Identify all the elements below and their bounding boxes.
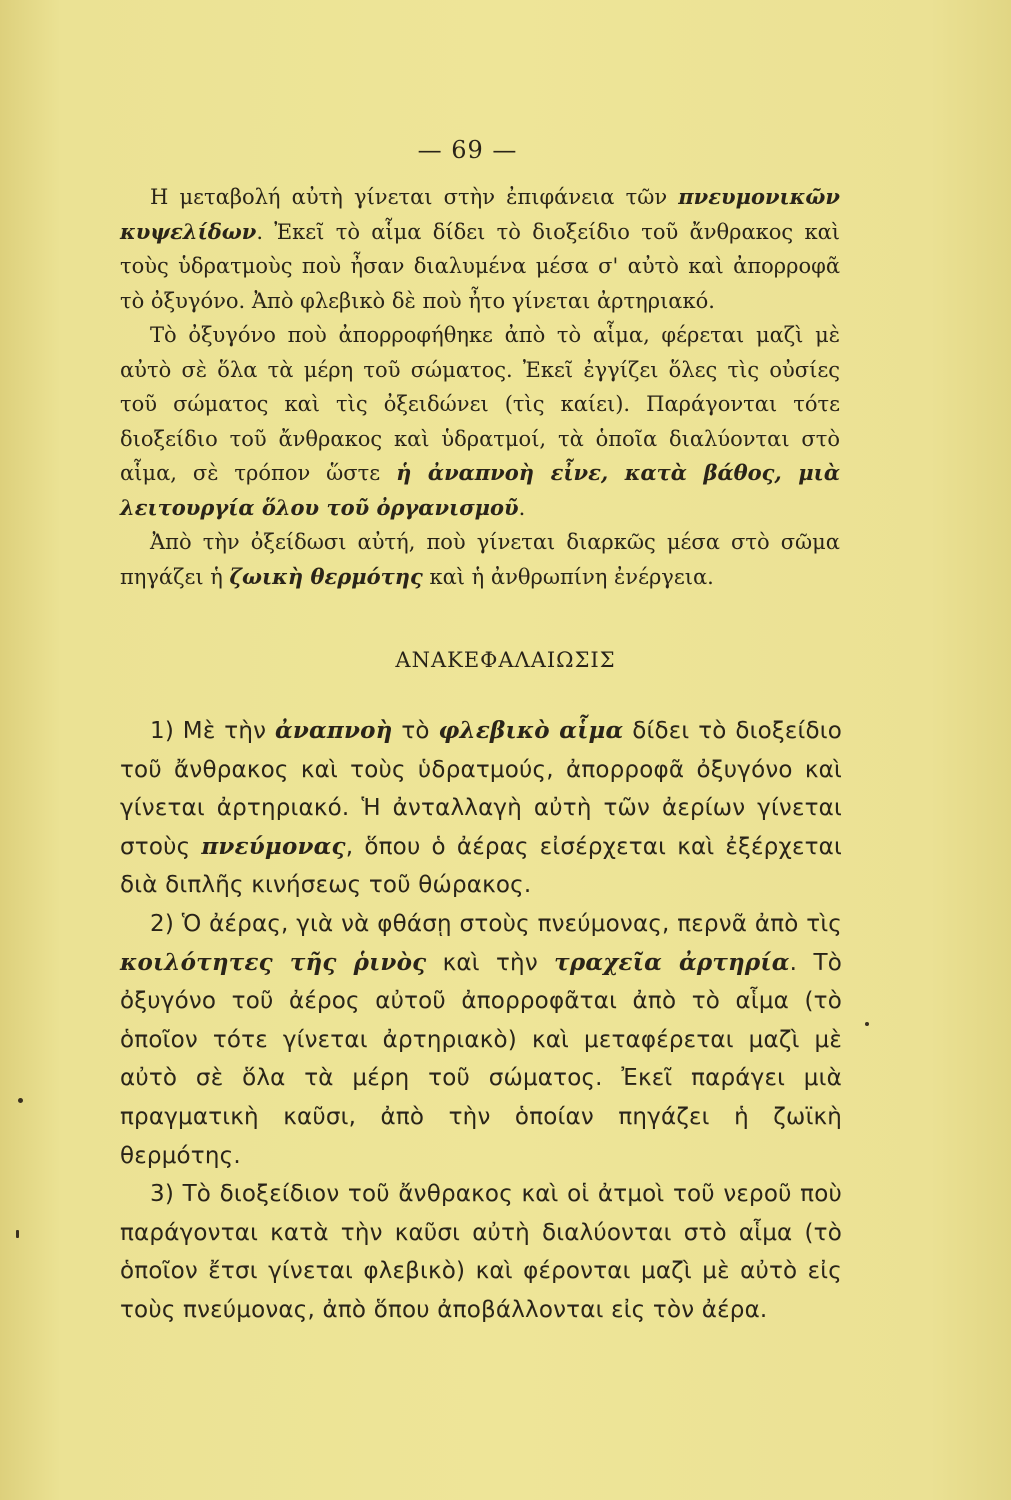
summary-text: τὸ xyxy=(392,718,439,744)
paragraph-oxygen-transport xyxy=(120,318,840,525)
paragraph-text: . xyxy=(518,495,526,520)
summary-text: . Τὸ ὀξυγόνο τοῦ ἀέρος αὐτοῦ ἀπορροφᾶται ἀπὸ τὸ αἷμα (τὸ ὁποῖον τότε γίνεται ἀρτηριακὸ) καὶ μεταφέρεται μαζὶ μὲ αὐτὸ σὲ ὅλα τὰ μέρη τοῦ σώματος. Ἐκεῖ παράγει μιὰ πραγματικὴ καῦσι, ἀπὸ τὴν ὁποίαν πηγάζει ἡ ζωϊκὴ θερμότης. xyxy=(120,949,842,1169)
paragraph-text: Η μεταβολή αὐτὴ γίνεται στὴν ἐπιφάνεια τῶν xyxy=(150,185,679,209)
paragraph-text: . Ἐκεῖ τὸ αἷμα δίδει τὸ διοξείδιο τοῦ ἄνθρακος καὶ τοὺς ὑδρατμοὺς ποὺ ἦσαν διαλυμένα μέσα σ' αὐτὸ καὶ ἀπορροφᾶ τὸ ὀξυγόνο. Ἀπὸ φλεβικὸ δὲ ποὺ ἦτο γίνεται ἀρτηριακό. xyxy=(120,219,840,313)
paragraph-text: καὶ ἡ ἀνθρωπίνη ἐνέργεια. xyxy=(422,564,714,589)
summary-item-3 xyxy=(120,1175,842,1329)
summary-text: 1) Μὲ τὴν xyxy=(150,718,275,744)
margin-mark xyxy=(865,1022,869,1026)
summary-item-1 xyxy=(120,712,842,905)
emphasis-term: πνευμονικῶν κυψελίδων xyxy=(120,184,840,244)
summary-text: δίδει τὸ διοξείδιο τοῦ ἄνθρακος καὶ τοὺς ὑδρατμούς, ἀπορροφᾶ ὀξυγόνο καὶ γίνεται ἀρτηριακό. Ἡ ἀνταλλαγὴ αὐτὴ τῶν ἀερίων γίνεται στοὺς xyxy=(120,718,843,860)
emphasis-term: κοιλότητες τῆς ῥινὸς xyxy=(120,948,427,976)
margin-mark xyxy=(18,1098,23,1103)
paragraph-body-heat xyxy=(120,525,840,594)
summary-text: καὶ τὴν xyxy=(426,949,555,976)
paragraph-text: Τὸ ὀξυγόνο ποὺ ἀπορροφήθηκε ἀπὸ τὸ αἷμα, φέρεται μαζὶ μὲ αὐτὸ σὲ ὅλα τὰ μέρη τοῦ σώματος. Ἐκεῖ ἐγγίζει ὅλες τὶς οὐσίες τοῦ σώματος καὶ τὶς ὀξειδώνει (τὶς καίει). Παράγονται τότε διοξείδιο τοῦ ἄνθρακος καὶ ὑδρατμοί, τὰ ὁποῖα διαλύονται στὸ αἷμα, σὲ τρόπον ὥστε xyxy=(120,323,840,485)
summary-heading: ΑΝΑΚΕΦΑΛΑΙΩΣΙΣ xyxy=(395,648,616,672)
margin-mark xyxy=(16,1230,19,1238)
summary-text: 3) Τὸ διοξείδιον τοῦ ἄνθρακος καὶ οἱ ἀτμοὶ τοῦ νεροῦ ποὺ παράγονται κατὰ τὴν καῦσι αὐτὴ διαλύονται στὸ αἷμα (τὸ ὁποῖον ἔτσι γίνεται φλεβικὸ) καὶ φέρονται μαζὶ μὲ αὐτὸ εἰς τοὺς πνεύμονας, ἀπὸ ὅπου ἀποβάλλονται εἰς τὸν ἀέρα. xyxy=(120,1181,842,1323)
emphasis-term: πνεύμονας xyxy=(201,832,346,860)
emphasis-term: ἀναπνοὴ xyxy=(274,717,393,744)
page-number: — 69 — xyxy=(417,136,518,164)
summary-text: 2) Ὁ ἀέρας, γιὰ νὰ φθάσῃ στοὺς πνεύμονας, περνᾶ ἀπὸ τὶς xyxy=(150,910,842,937)
emphasis-term: φλεβικὸ αἷμα xyxy=(438,717,624,744)
summary-text: , ὅπου ὁ ἀέρας εἰσέρχεται καὶ ἐξέρχεται διὰ διπλῆς κινήσεως τοῦ θώρακος. xyxy=(120,833,842,899)
emphasis-term: τραχεῖα ἀρτηρία xyxy=(554,948,790,976)
upper-text xyxy=(120,180,840,594)
summary-item-2 xyxy=(120,905,842,1175)
summary-list xyxy=(120,712,842,1330)
emphasis-term: ἡ ἀναπνοὴ εἶνε, κατὰ βάθος, μιὰ λειτουργία ὅλου τοῦ ὀργανισμοῦ xyxy=(120,460,840,520)
paragraph-gas-exchange xyxy=(120,180,840,318)
emphasis-term: ζωικὴ θερμότης xyxy=(229,563,423,589)
paragraph-text: Ἀπὸ τὴν ὀξείδωσι αὐτή, ποὺ γίνεται διαρκῶς μέσα στὸ σῶμα πηγάζει ἡ xyxy=(120,530,840,589)
